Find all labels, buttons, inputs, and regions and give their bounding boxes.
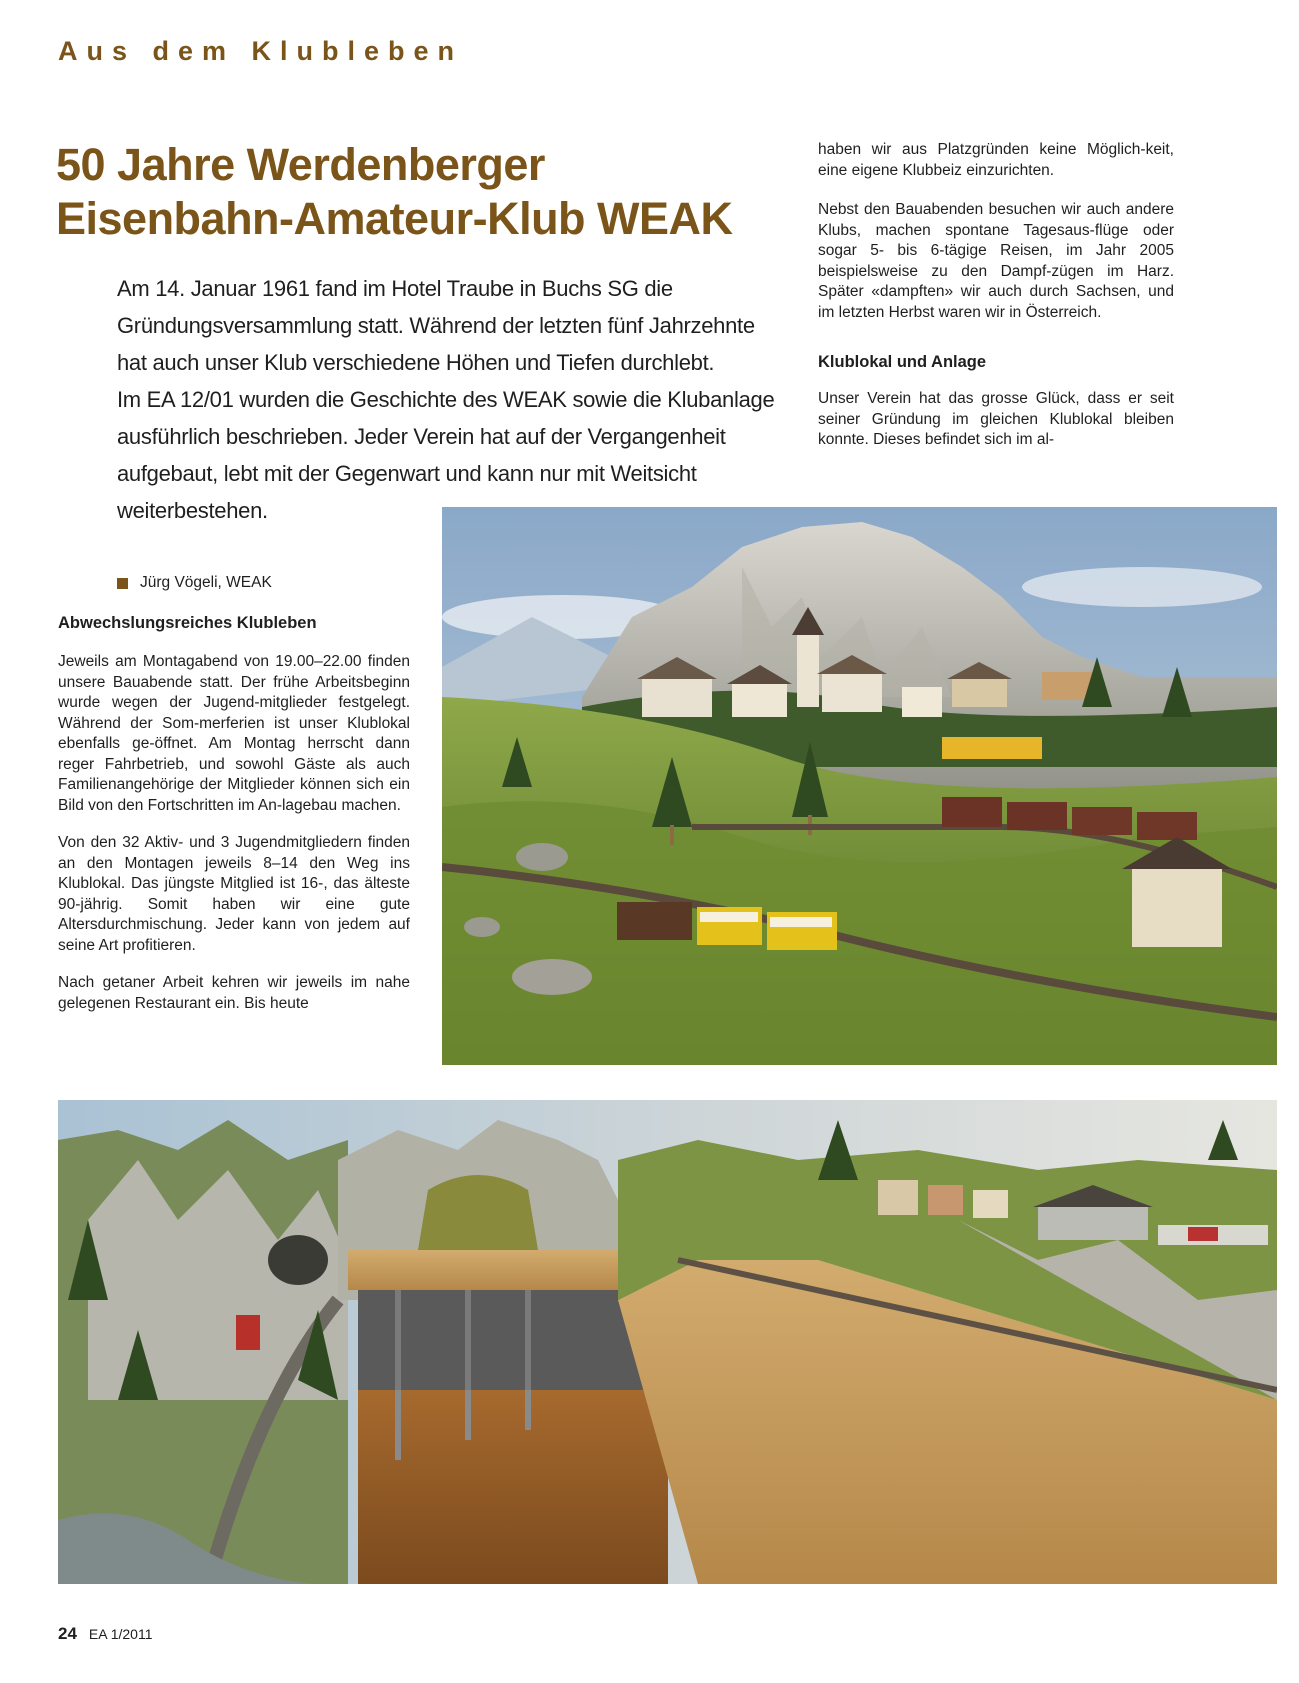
paragraph: Nach getaner Arbeit kehren wir jeweils im nahe gelegenen Restaurant ein. Bis heute xyxy=(58,974,410,1012)
layout-photo-panorama xyxy=(58,1100,1277,1584)
right-column xyxy=(818,140,1174,470)
lead-line: hat auch unser Klub verschiedene Höhen und Tiefen durchlebt. xyxy=(117,350,715,375)
lead-line: Im EA 12/01 wurden die Geschichte des WEAK sowie die Klubanlage xyxy=(117,387,775,412)
page-number: 24 xyxy=(58,1624,77,1643)
author-byline xyxy=(117,574,272,592)
paragraph: haben wir aus Platzgründen keine Möglich-keit, eine eigene Klubbeiz einzurichten. xyxy=(818,141,1174,179)
paragraph: Von den 32 Aktiv- und 3 Jugendmitgliedern finden an den Montagen jeweils 8–14 den Weg ins Klublokal. Das jüngste Mitglied ist 16-, das älteste 90-jährig. Somit haben wir eine gute Altersdurchmischung. Jeder kann von jedem auf seine Art profitieren. xyxy=(58,834,410,954)
subhead-klublokal: Klublokal und Anlage xyxy=(818,353,987,371)
section-label: Aus dem Klubleben xyxy=(58,36,464,66)
lead-line: ausführlich beschrieben. Jeder Verein hat auf der Vergangenheit xyxy=(117,424,726,449)
author-name: Jürg Vögeli, WEAK xyxy=(140,574,272,591)
layout-photo-mountain-village xyxy=(442,507,1277,1065)
headline-line-1: 50 Jahre Werdenberger xyxy=(56,139,545,190)
issue-label: EA 1/2011 xyxy=(88,1626,153,1642)
paragraph: Nebst den Bauabenden besuchen wir auch andere Klubs, machen spontane Tagesaus-flüge oder sogar 5- bis 6-tägige Reisen, im Jahr 2005 beispielsweise zu den Dampf-zügen im Harz. Später «dampften» wir auch durch Sachsen, und im letzten Herbst waren wir in Österreich. xyxy=(818,201,1174,321)
subhead-klubleben: Abwechslungsreiches Klubleben xyxy=(58,614,317,632)
left-column xyxy=(58,612,410,1031)
paragraph: Jeweils am Montagabend von 19.00–22.00 finden unsere Bauabende statt. Der frühe Arbeitsbeginn wurde wegen der Jugend-mitglieder festgelegt. Während der Som-merferien ist unser Klublokal ebenfalls ge-öffnet. Am Montag herrscht dann reger Fahrbetrieb, und sowohl Gäste als auch Familienangehörige der Mitglieder können sich ein Bild von den Fortschritten im An-lagebau machen. xyxy=(58,653,410,814)
paragraph: Unser Verein hat das grosse Glück, dass er seit seiner Gründung im gleichen Klublokal bleiben konnte. Dieses befindet sich im al- xyxy=(818,390,1174,448)
layout-photo-mountain-village-image xyxy=(442,507,1277,1065)
lead-line: Am 14. Januar 1961 fand im Hotel Traube in Buchs SG die xyxy=(117,276,673,301)
lead-line: Gründungsversammlung statt. Während der letzten fünf Jahrzehnte xyxy=(117,313,755,338)
lead-line: weiterbestehen. xyxy=(117,498,268,523)
square-bullet-icon xyxy=(117,578,128,589)
layout-photo-panorama-image xyxy=(58,1100,1277,1584)
page-footer xyxy=(58,1624,153,1644)
headline-line-2: Eisenbahn-Amateur-Klub WEAK xyxy=(56,193,733,244)
article-headline xyxy=(56,138,816,246)
lead-line: aufgebaut, lebt mit der Gegenwart und kann nur mit Weitsicht xyxy=(117,461,697,486)
lead-paragraph xyxy=(117,270,817,529)
